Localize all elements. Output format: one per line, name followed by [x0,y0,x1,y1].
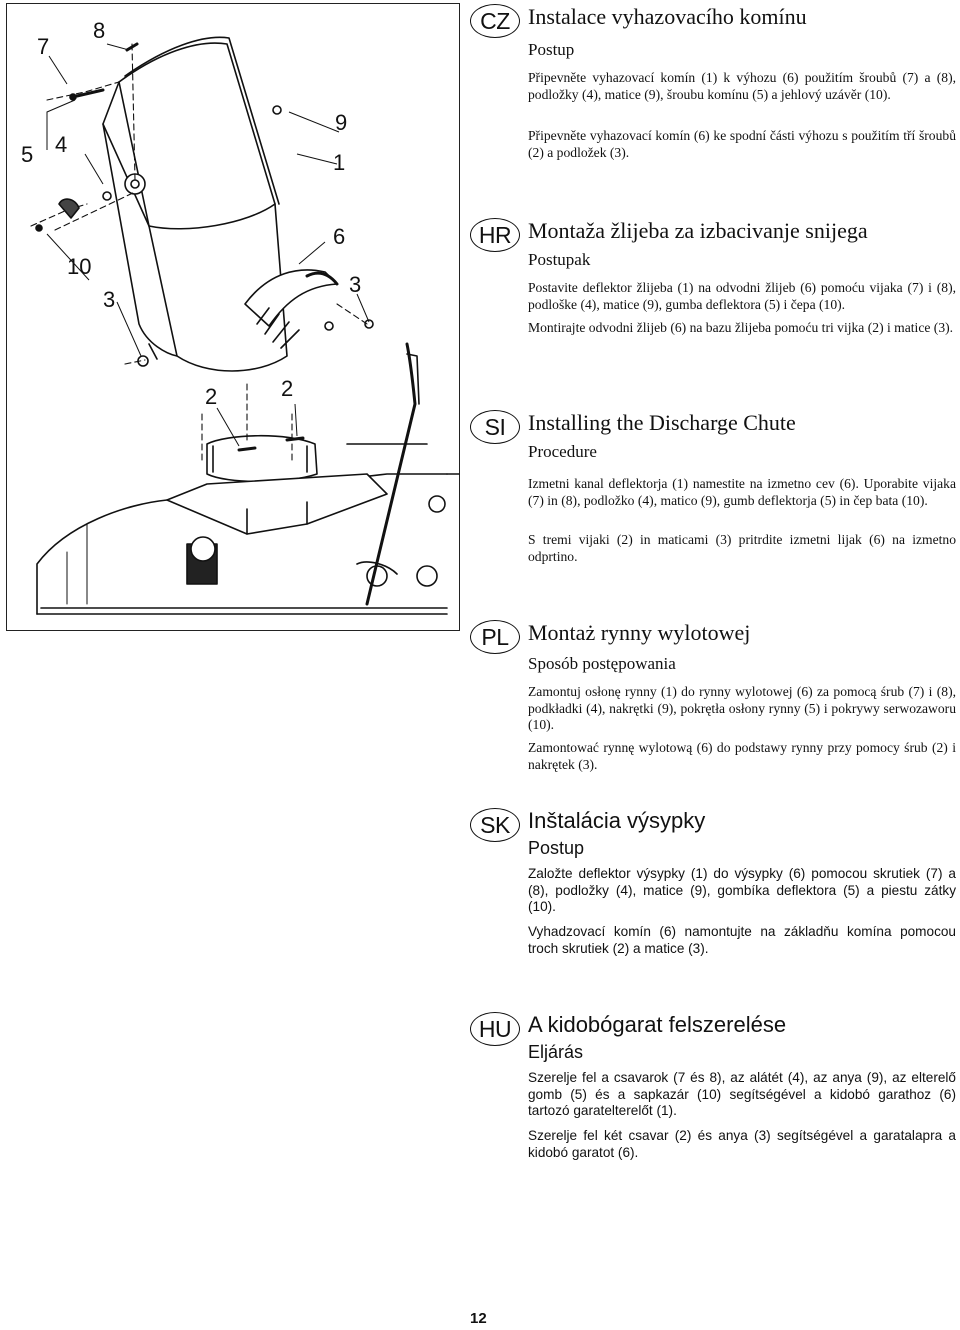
section-subtitle: Eljárás [528,1042,584,1062]
paragraph: Izmetni kanal deflektorja (1) namestite na izmetno cev (6). Uporabite vijaka (7) in (8), podložko (4), matico (9), gumb deflektorja (5) in čep bata (10). [528,476,956,508]
section-title: Instalace vyhazovacího komínu [528,4,807,29]
page-number: 12 [470,1310,487,1327]
language-badge: HR [470,218,520,252]
paragraph: Založte deflektor výsypky (1) do výsypky (6) pomocou skrutiek (7) a (8), podložky (4), matice (9), gombíka deflektora (5) a piestu zátky (10). [528,866,956,914]
callout-4: 4 [55,132,68,157]
language-badge: HU [470,1012,520,1046]
paragraph: Szerelje fel két csavar (2) és anya (3) segítségével a garatalapra a kidobó garatot (6). [528,1128,956,1160]
paragraph: Szerelje fel a csavarok (7 és 8), az alátét (4), az anya (9), az elterelő gomb (5) és a sapkazár (10) segítségével a kidobó garathoz (6) tartozó garatelterelőt (1). [528,1070,956,1118]
callout-10: 10 [67,254,92,279]
section-title: Montaż rynny wylotowej [528,620,751,645]
callout-9: 9 [335,110,348,135]
section-title: A kidobógarat felszerelése [528,1012,787,1037]
callout-6: 6 [333,224,346,249]
callout-2-right: 2 [281,376,294,401]
callout-8: 8 [93,18,106,43]
section-subtitle: Postup [528,40,575,59]
callout-3-right: 3 [349,272,362,297]
section-subtitle: Postupak [528,250,591,269]
paragraph: Zamontować rynnę wylotową (6) do podstawy rynny przy pomocy śrub (2) i nakrętek (3). [528,740,956,772]
paragraph: S tremi vijaki (2) in maticami (3) pritrdite izmetni lijak (6) na izmetno odprtino. [528,532,956,564]
callout-7: 7 [37,34,50,59]
discharge-chute-illustration [7,4,461,632]
callout-1: 1 [333,150,346,175]
callout-3-left: 3 [103,287,116,312]
section-subtitle: Procedure [528,442,597,461]
callout-2-left: 2 [205,384,218,409]
assembly-diagram [6,3,460,631]
language-badge: PL [470,620,520,654]
paragraph: Montirajte odvodni žlijeb (6) na bazu žlijeba pomoću tri vijka (2) i matice (3). [528,320,954,335]
paragraph: Zamontuj osłonę rynny (1) do rynny wylotowej (6) za pomocą śrub (7) i (8), podkładki (4), nakrętki (9), pokrętła osłony rynny (5) i pokrywy serwozaworu (10). [528,684,956,732]
section-subtitle: Postup [528,838,585,858]
section-title: Montaža žlijeba za izbacivanje snijega [528,218,868,243]
section-title: Installing the Discharge Chute [528,410,796,435]
section-title: Inštalácia výsypky [528,808,706,833]
paragraph: Vyhadzovací komín (6) namontujte na základňu komína pomocou troch skrutiek (2) a matice (3). [528,924,956,956]
language-badge: SK [470,808,520,842]
callout-5: 5 [21,142,34,167]
paragraph: Připevněte vyhazovací komín (1) k výhozu (6) použitím šroubů (7) a (8), podložky (4), matice (9), šroubu komínu (5) a jehlový uzávěr (10). [528,70,956,102]
paragraph: Postavite deflektor žlijeba (1) na odvodni žlijeb (6) pomoću vijaka (7) i (8), podloške (4), matice (9), gumba deflektora (5) i čepa (10). [528,280,956,312]
section-subtitle: Sposób postępowania [528,654,676,673]
language-badge: CZ [470,4,520,38]
paragraph: Připevněte vyhazovací komín (6) ke spodní části výhozu s použitím tří šroubů (2) a podložek (3). [528,128,956,160]
language-badge: SI [470,410,520,444]
